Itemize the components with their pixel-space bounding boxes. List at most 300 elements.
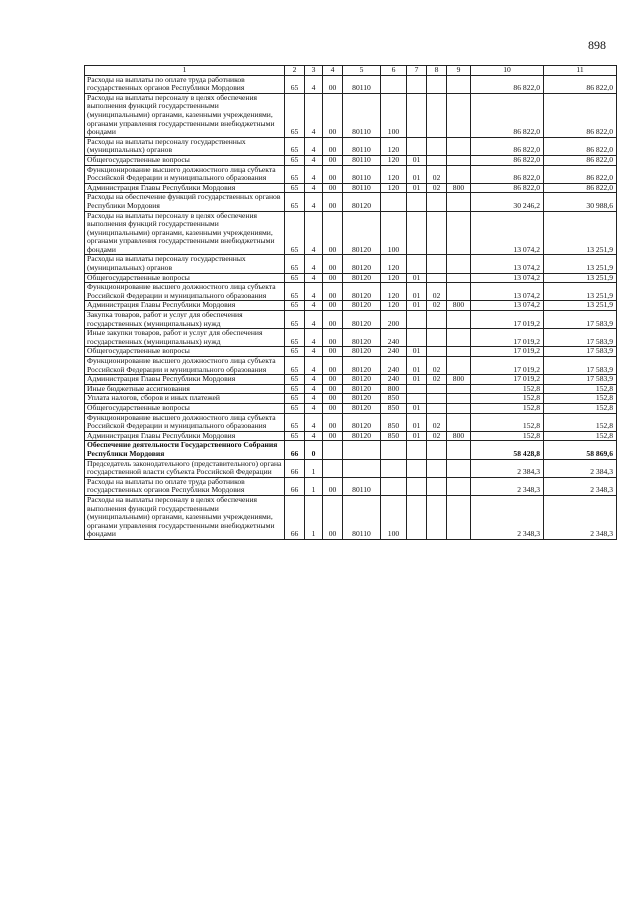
table-row <box>85 394 617 404</box>
col-11-amount-cell: 30 988,6 <box>544 193 617 211</box>
row-name-cell: Функционирование высшего должностного лица субъекта Российской Федерации и муниципального образования <box>85 357 285 375</box>
col-2-cell: 66 <box>285 459 305 477</box>
table-row <box>85 459 617 477</box>
table-row <box>85 384 617 394</box>
col-4-cell: 00 <box>323 255 343 273</box>
col-9-cell <box>447 165 471 183</box>
col-2-cell: 65 <box>285 165 305 183</box>
col-10-amount-cell: 17 019,2 <box>471 357 544 375</box>
col-10-amount-cell: 17 019,2 <box>471 347 544 357</box>
col-2-cell: 65 <box>285 155 305 165</box>
col-10-amount-cell: 17 019,2 <box>471 375 544 385</box>
row-name-cell: Расходы на выплаты персоналу в целях обеспечения выполнения функций государственными (муниципальными) органами, казенными учреждениями, органами управления государственными внебюджетными фондами <box>85 211 285 255</box>
col-9-cell <box>447 347 471 357</box>
column-header-5: 5 <box>343 66 381 76</box>
row-name-cell: Администрация Главы Республики Мордовия <box>85 375 285 385</box>
col-11-amount-cell: 86 822,0 <box>544 137 617 155</box>
col-5-cell <box>343 441 381 459</box>
col-8-cell <box>427 459 447 477</box>
col-5-cell: 80120 <box>343 311 381 329</box>
col-11-amount-cell: 86 822,0 <box>544 165 617 183</box>
col-6-cell: 850 <box>381 403 407 413</box>
col-7-cell <box>407 137 427 155</box>
col-8-cell <box>427 403 447 413</box>
col-11-amount-cell: 86 822,0 <box>544 155 617 165</box>
col-2-cell: 65 <box>285 211 305 255</box>
row-name-cell: Расходы на выплаты персоналу государственных (муниципальных) органов <box>85 255 285 273</box>
col-3-cell: 4 <box>305 193 323 211</box>
col-6-cell: 850 <box>381 431 407 441</box>
col-8-cell <box>427 193 447 211</box>
row-name-cell: Расходы на выплаты персоналу в целях обеспечения выполнения функций государственными (муниципальными) органами, казенными учреждениями, органами управления государственными внебюджетными фондами <box>85 495 285 539</box>
table-row <box>85 193 617 211</box>
table-row <box>85 311 617 329</box>
table-row <box>85 301 617 311</box>
table-row <box>85 431 617 441</box>
col-9-cell <box>447 413 471 431</box>
column-header-11: 11 <box>544 66 617 76</box>
col-11-amount-cell: 17 583,9 <box>544 329 617 347</box>
col-7-cell <box>407 329 427 347</box>
row-name-cell: Обеспечение деятельности Государственного Собрания Республики Мордовия <box>85 441 285 459</box>
col-10-amount-cell: 30 246,2 <box>471 193 544 211</box>
col-5-cell: 80110 <box>343 477 381 495</box>
col-11-amount-cell: 152,8 <box>544 413 617 431</box>
row-name-cell: Общегосударственные вопросы <box>85 273 285 283</box>
col-9-cell <box>447 137 471 155</box>
column-header-1: 1 <box>85 66 285 76</box>
col-11-amount-cell: 2 348,3 <box>544 477 617 495</box>
col-10-amount-cell: 2 348,3 <box>471 495 544 539</box>
col-9-cell <box>447 155 471 165</box>
col-7-cell: 01 <box>407 301 427 311</box>
col-3-cell: 4 <box>305 93 323 137</box>
col-11-amount-cell: 152,8 <box>544 394 617 404</box>
table-row <box>85 283 617 301</box>
col-11-amount-cell: 86 822,0 <box>544 93 617 137</box>
column-header-3: 3 <box>305 66 323 76</box>
col-6-cell: 120 <box>381 255 407 273</box>
col-10-amount-cell: 17 019,2 <box>471 329 544 347</box>
col-2-cell: 65 <box>285 283 305 301</box>
col-5-cell: 80120 <box>343 413 381 431</box>
col-4-cell: 00 <box>323 357 343 375</box>
table-row <box>85 495 617 539</box>
col-8-cell <box>427 137 447 155</box>
col-6-cell <box>381 75 407 93</box>
col-6-cell: 850 <box>381 394 407 404</box>
col-4-cell: 00 <box>323 347 343 357</box>
col-10-amount-cell: 152,8 <box>471 413 544 431</box>
col-7-cell: 01 <box>407 283 427 301</box>
col-6-cell: 100 <box>381 495 407 539</box>
col-9-cell <box>447 93 471 137</box>
col-3-cell: 4 <box>305 413 323 431</box>
col-8-cell <box>427 495 447 539</box>
col-5-cell: 80120 <box>343 301 381 311</box>
col-5-cell: 80110 <box>343 165 381 183</box>
col-7-cell <box>407 211 427 255</box>
col-4-cell: 00 <box>323 394 343 404</box>
col-4-cell <box>323 459 343 477</box>
col-5-cell: 80120 <box>343 384 381 394</box>
col-6-cell: 800 <box>381 384 407 394</box>
col-11-amount-cell: 152,8 <box>544 384 617 394</box>
col-11-amount-cell: 152,8 <box>544 403 617 413</box>
col-8-cell: 02 <box>427 165 447 183</box>
col-10-amount-cell: 2 384,3 <box>471 459 544 477</box>
col-9-cell <box>447 255 471 273</box>
col-4-cell: 00 <box>323 311 343 329</box>
column-header-2: 2 <box>285 66 305 76</box>
col-6-cell <box>381 193 407 211</box>
col-10-amount-cell: 86 822,0 <box>471 183 544 193</box>
col-9-cell: 800 <box>447 431 471 441</box>
col-2-cell: 65 <box>285 329 305 347</box>
col-11-amount-cell: 13 251,9 <box>544 211 617 255</box>
col-10-amount-cell: 13 074,2 <box>471 273 544 283</box>
col-2-cell: 65 <box>285 403 305 413</box>
col-9-cell: 800 <box>447 183 471 193</box>
col-9-cell: 800 <box>447 375 471 385</box>
col-5-cell: 80120 <box>343 431 381 441</box>
col-11-amount-cell: 17 583,9 <box>544 357 617 375</box>
col-6-cell <box>381 459 407 477</box>
col-8-cell <box>427 75 447 93</box>
col-5-cell: 80120 <box>343 283 381 301</box>
col-7-cell <box>407 495 427 539</box>
col-10-amount-cell: 152,8 <box>471 394 544 404</box>
row-name-cell: Расходы на выплаты персоналу в целях обеспечения выполнения функций государственными (муниципальными) органами, казенными учреждениями, органами управления государственными внебюджетными фондами <box>85 93 285 137</box>
col-2-cell: 65 <box>285 75 305 93</box>
table-row <box>85 347 617 357</box>
col-5-cell: 80110 <box>343 155 381 165</box>
col-7-cell <box>407 394 427 404</box>
col-2-cell: 65 <box>285 413 305 431</box>
col-8-cell <box>427 93 447 137</box>
col-9-cell <box>447 329 471 347</box>
col-3-cell: 4 <box>305 75 323 93</box>
col-3-cell: 4 <box>305 357 323 375</box>
col-10-amount-cell: 17 019,2 <box>471 311 544 329</box>
col-6-cell: 120 <box>381 137 407 155</box>
col-2-cell: 65 <box>285 375 305 385</box>
row-name-cell: Расходы на обеспечение функций государственных органов Республики Мордовия <box>85 193 285 211</box>
column-header-4: 4 <box>323 66 343 76</box>
col-4-cell: 00 <box>323 165 343 183</box>
col-2-cell: 65 <box>285 273 305 283</box>
col-8-cell <box>427 441 447 459</box>
table-row <box>85 357 617 375</box>
col-2-cell: 66 <box>285 477 305 495</box>
col-7-cell: 01 <box>407 357 427 375</box>
col-7-cell <box>407 441 427 459</box>
col-4-cell: 00 <box>323 93 343 137</box>
row-name-cell: Функционирование высшего должностного лица субъекта Российской Федерации и муниципального образования <box>85 283 285 301</box>
col-5-cell: 80110 <box>343 75 381 93</box>
row-name-cell: Общегосударственные вопросы <box>85 403 285 413</box>
row-name-cell: Функционирование высшего должностного лица субъекта Российской Федерации и муниципального образования <box>85 165 285 183</box>
col-4-cell: 00 <box>323 413 343 431</box>
col-5-cell: 80120 <box>343 255 381 273</box>
col-6-cell: 120 <box>381 301 407 311</box>
col-8-cell: 02 <box>427 357 447 375</box>
col-3-cell: 4 <box>305 273 323 283</box>
col-6-cell: 120 <box>381 283 407 301</box>
col-5-cell: 80120 <box>343 347 381 357</box>
col-5-cell: 80120 <box>343 193 381 211</box>
col-4-cell: 00 <box>323 384 343 394</box>
col-6-cell <box>381 477 407 495</box>
col-9-cell <box>447 394 471 404</box>
col-7-cell <box>407 311 427 329</box>
col-3-cell: 1 <box>305 459 323 477</box>
col-3-cell: 1 <box>305 495 323 539</box>
col-4-cell: 00 <box>323 137 343 155</box>
row-name-cell: Общегосударственные вопросы <box>85 155 285 165</box>
table-row <box>85 165 617 183</box>
col-8-cell <box>427 273 447 283</box>
col-10-amount-cell: 86 822,0 <box>471 93 544 137</box>
col-8-cell <box>427 394 447 404</box>
col-9-cell <box>447 357 471 375</box>
col-11-amount-cell: 13 251,9 <box>544 283 617 301</box>
col-6-cell: 120 <box>381 273 407 283</box>
col-10-amount-cell: 86 822,0 <box>471 75 544 93</box>
col-8-cell: 02 <box>427 413 447 431</box>
col-11-amount-cell: 86 822,0 <box>544 75 617 93</box>
col-8-cell <box>427 477 447 495</box>
table-row <box>85 155 617 165</box>
col-11-amount-cell: 86 822,0 <box>544 183 617 193</box>
col-8-cell <box>427 329 447 347</box>
col-2-cell: 65 <box>285 394 305 404</box>
col-4-cell: 00 <box>323 211 343 255</box>
table-row <box>85 137 617 155</box>
col-6-cell: 200 <box>381 311 407 329</box>
col-3-cell: 4 <box>305 211 323 255</box>
col-7-cell <box>407 193 427 211</box>
col-4-cell: 00 <box>323 183 343 193</box>
col-10-amount-cell: 58 428,8 <box>471 441 544 459</box>
col-3-cell: 4 <box>305 183 323 193</box>
col-3-cell: 4 <box>305 311 323 329</box>
column-header-10: 10 <box>471 66 544 76</box>
row-name-cell: Уплата налогов, сборов и иных платежей <box>85 394 285 404</box>
col-11-amount-cell: 152,8 <box>544 431 617 441</box>
col-7-cell: 01 <box>407 375 427 385</box>
column-header-6: 6 <box>381 66 407 76</box>
col-5-cell: 80120 <box>343 375 381 385</box>
col-6-cell: 240 <box>381 357 407 375</box>
col-2-cell: 65 <box>285 311 305 329</box>
col-8-cell <box>427 311 447 329</box>
col-6-cell <box>381 441 407 459</box>
col-11-amount-cell: 13 251,9 <box>544 301 617 311</box>
col-8-cell: 02 <box>427 375 447 385</box>
col-3-cell: 4 <box>305 137 323 155</box>
col-11-amount-cell: 13 251,9 <box>544 255 617 273</box>
table-body <box>85 75 617 539</box>
col-4-cell: 00 <box>323 375 343 385</box>
row-name-cell: Администрация Главы Республики Мордовия <box>85 183 285 193</box>
table-header-row <box>85 66 617 76</box>
col-2-cell: 65 <box>285 431 305 441</box>
col-5-cell: 80120 <box>343 357 381 375</box>
table-row <box>85 93 617 137</box>
col-5-cell: 80120 <box>343 394 381 404</box>
col-6-cell: 850 <box>381 413 407 431</box>
row-name-cell: Функционирование высшего должностного лица субъекта Российской Федерации и муниципального образования <box>85 413 285 431</box>
col-8-cell <box>427 155 447 165</box>
table-row <box>85 375 617 385</box>
col-2-cell: 66 <box>285 495 305 539</box>
col-2-cell: 65 <box>285 255 305 273</box>
row-name-cell: Расходы на выплаты по оплате труда работников государственных органов Республики Мордовия <box>85 75 285 93</box>
col-5-cell: 80110 <box>343 495 381 539</box>
col-5-cell: 80120 <box>343 273 381 283</box>
col-7-cell <box>407 75 427 93</box>
col-3-cell: 1 <box>305 477 323 495</box>
row-name-cell: Администрация Главы Республики Мордовия <box>85 301 285 311</box>
col-7-cell: 01 <box>407 347 427 357</box>
col-5-cell: 80120 <box>343 403 381 413</box>
row-name-cell: Председатель законодательного (представительного) органа государственной власти субъекта Российской Федерации <box>85 459 285 477</box>
table-row <box>85 413 617 431</box>
col-5-cell: 80110 <box>343 93 381 137</box>
col-7-cell <box>407 477 427 495</box>
col-10-amount-cell: 86 822,0 <box>471 165 544 183</box>
col-6-cell: 100 <box>381 93 407 137</box>
col-10-amount-cell: 13 074,2 <box>471 255 544 273</box>
col-9-cell <box>447 75 471 93</box>
table-row <box>85 403 617 413</box>
col-11-amount-cell: 17 583,9 <box>544 311 617 329</box>
col-5-cell: 80110 <box>343 137 381 155</box>
col-6-cell: 240 <box>381 347 407 357</box>
col-4-cell: 00 <box>323 403 343 413</box>
col-11-amount-cell: 17 583,9 <box>544 375 617 385</box>
col-7-cell: 01 <box>407 413 427 431</box>
col-10-amount-cell: 13 074,2 <box>471 211 544 255</box>
col-9-cell <box>447 193 471 211</box>
col-2-cell: 65 <box>285 93 305 137</box>
col-6-cell: 120 <box>381 183 407 193</box>
col-8-cell: 02 <box>427 183 447 193</box>
col-7-cell: 01 <box>407 273 427 283</box>
row-name-cell: Общегосударственные вопросы <box>85 347 285 357</box>
col-8-cell: 02 <box>427 431 447 441</box>
row-name-cell: Администрация Главы Республики Мордовия <box>85 431 285 441</box>
col-3-cell: 4 <box>305 255 323 273</box>
table-row <box>85 211 617 255</box>
col-9-cell <box>447 273 471 283</box>
col-3-cell: 4 <box>305 165 323 183</box>
col-2-cell: 65 <box>285 183 305 193</box>
col-4-cell: 00 <box>323 155 343 165</box>
col-10-amount-cell: 86 822,0 <box>471 155 544 165</box>
col-4-cell: 00 <box>323 273 343 283</box>
col-8-cell <box>427 255 447 273</box>
col-7-cell: 01 <box>407 183 427 193</box>
col-9-cell <box>447 384 471 394</box>
col-5-cell: 80110 <box>343 183 381 193</box>
col-5-cell: 80120 <box>343 329 381 347</box>
col-7-cell <box>407 459 427 477</box>
col-4-cell: 00 <box>323 431 343 441</box>
col-9-cell <box>447 495 471 539</box>
col-9-cell <box>447 403 471 413</box>
col-8-cell: 02 <box>427 283 447 301</box>
col-2-cell: 65 <box>285 193 305 211</box>
col-8-cell <box>427 347 447 357</box>
col-9-cell: 800 <box>447 301 471 311</box>
table-row <box>85 273 617 283</box>
col-10-amount-cell: 13 074,2 <box>471 283 544 301</box>
col-3-cell: 0 <box>305 441 323 459</box>
page-number: 898 <box>588 38 606 52</box>
col-9-cell <box>447 211 471 255</box>
col-3-cell: 4 <box>305 394 323 404</box>
col-11-amount-cell: 58 869,6 <box>544 441 617 459</box>
row-name-cell: Расходы на выплаты персоналу государственных (муниципальных) органов <box>85 137 285 155</box>
col-2-cell: 66 <box>285 441 305 459</box>
col-11-amount-cell: 13 251,9 <box>544 273 617 283</box>
col-6-cell: 100 <box>381 211 407 255</box>
col-8-cell <box>427 384 447 394</box>
table-row <box>85 441 617 459</box>
row-name-cell: Иные закупки товаров, работ и услуг для обеспечения государственных (муниципальных) нужд <box>85 329 285 347</box>
column-header-9: 9 <box>447 66 471 76</box>
col-2-cell: 65 <box>285 347 305 357</box>
table-row <box>85 255 617 273</box>
col-4-cell <box>323 441 343 459</box>
col-9-cell <box>447 311 471 329</box>
col-10-amount-cell: 152,8 <box>471 403 544 413</box>
col-8-cell <box>427 211 447 255</box>
col-2-cell: 65 <box>285 384 305 394</box>
col-9-cell <box>447 477 471 495</box>
col-8-cell: 02 <box>427 301 447 311</box>
col-3-cell: 4 <box>305 301 323 311</box>
col-2-cell: 65 <box>285 137 305 155</box>
col-4-cell: 00 <box>323 477 343 495</box>
col-3-cell: 4 <box>305 431 323 441</box>
col-3-cell: 4 <box>305 283 323 301</box>
col-3-cell: 4 <box>305 384 323 394</box>
table-row <box>85 329 617 347</box>
col-4-cell: 00 <box>323 75 343 93</box>
col-3-cell: 4 <box>305 403 323 413</box>
col-6-cell: 120 <box>381 155 407 165</box>
col-7-cell <box>407 93 427 137</box>
col-7-cell <box>407 384 427 394</box>
col-3-cell: 4 <box>305 329 323 347</box>
col-10-amount-cell: 13 074,2 <box>471 301 544 311</box>
col-7-cell: 01 <box>407 165 427 183</box>
col-4-cell: 00 <box>323 193 343 211</box>
col-3-cell: 4 <box>305 375 323 385</box>
col-7-cell: 01 <box>407 155 427 165</box>
col-5-cell <box>343 459 381 477</box>
table-row <box>85 183 617 193</box>
col-6-cell: 240 <box>381 329 407 347</box>
col-2-cell: 65 <box>285 301 305 311</box>
col-11-amount-cell: 17 583,9 <box>544 347 617 357</box>
column-header-8: 8 <box>427 66 447 76</box>
col-7-cell <box>407 255 427 273</box>
col-10-amount-cell: 152,8 <box>471 384 544 394</box>
